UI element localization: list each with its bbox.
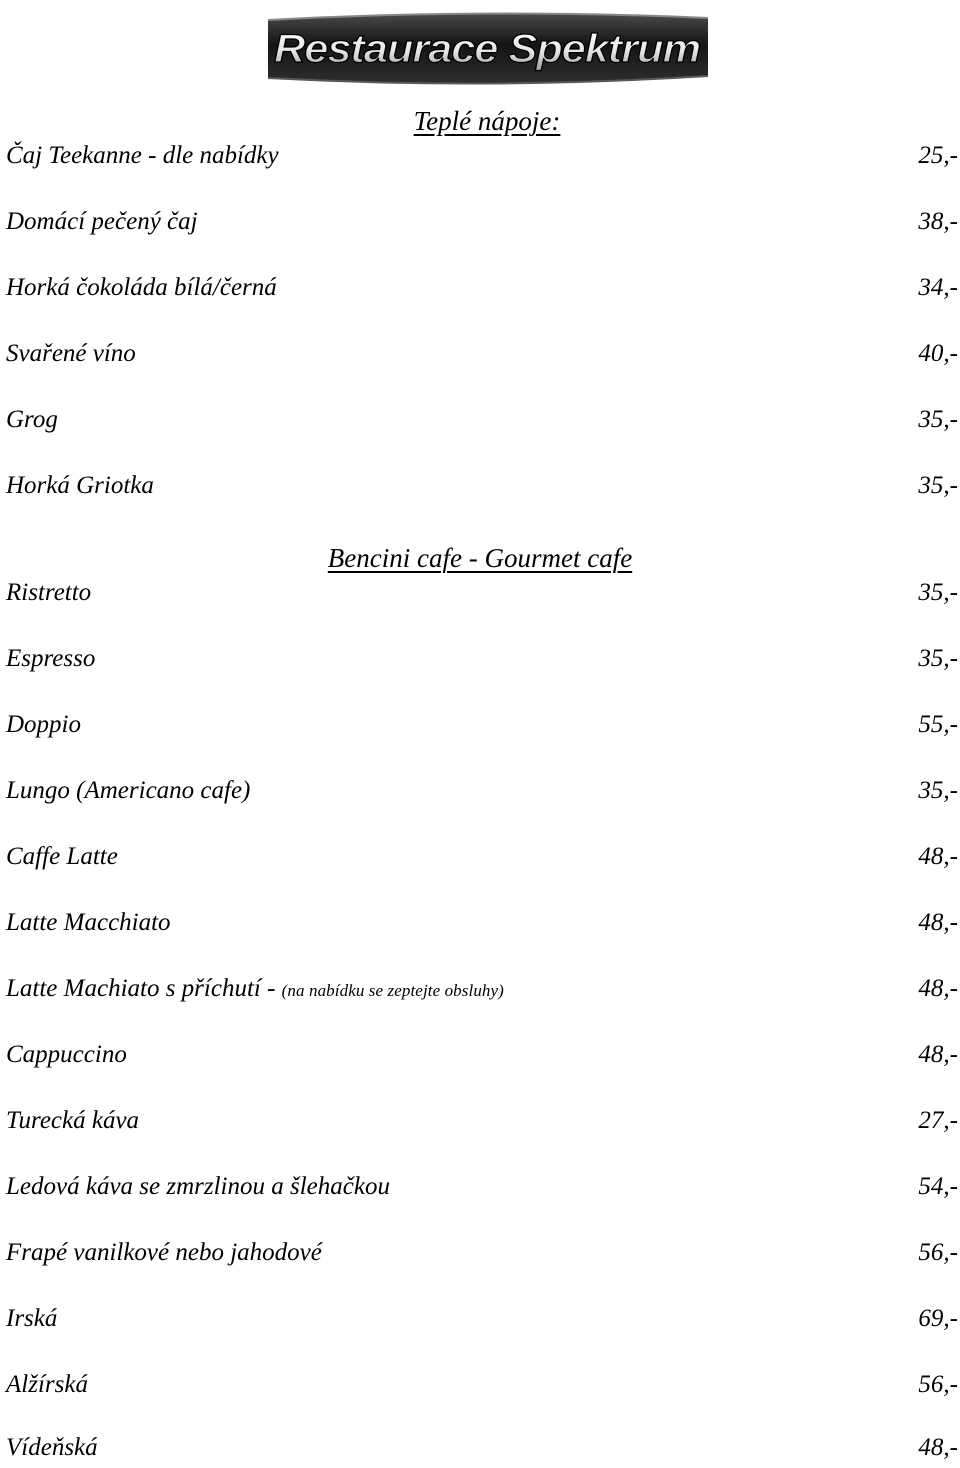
menu-item-price: 69,- xyxy=(918,1305,958,1332)
menu-item-price: 40,- xyxy=(918,340,958,367)
menu-item-name: Domácí pečený čaj xyxy=(6,208,198,235)
menu-item-price: 48,- xyxy=(918,909,958,936)
menu-item-name: Frapé vanilkové nebo jahodové xyxy=(6,1239,322,1266)
menu-item-name: Čaj Teekanne - dle nabídky xyxy=(6,142,279,169)
menu-item-name: Caffe Latte xyxy=(6,843,118,870)
menu-item-price: 35,- xyxy=(918,777,958,804)
menu-item-name: Horká čokoláda bílá/černá xyxy=(6,274,277,301)
menu-item-price: 38,- xyxy=(918,208,958,235)
menu-item xyxy=(6,1367,958,1403)
menu-item-name: Grog xyxy=(6,406,58,433)
menu-item xyxy=(6,641,958,677)
menu-item-price: 27,- xyxy=(918,1107,958,1134)
menu-item-price: 56,- xyxy=(918,1239,958,1266)
menu-item-name: Horká Griotka xyxy=(6,472,154,499)
menu-item xyxy=(6,575,958,611)
menu-item xyxy=(6,1169,958,1205)
menu-item xyxy=(6,1037,958,1073)
menu-item-price: 48,- xyxy=(918,1041,958,1068)
menu-item-price: 48,- xyxy=(918,1434,958,1461)
menu-item-name: Doppio xyxy=(6,711,81,738)
menu-item xyxy=(6,1235,958,1271)
menu-item xyxy=(6,1430,958,1466)
menu-item-price: 56,- xyxy=(918,1371,958,1398)
menu-item xyxy=(6,905,958,941)
menu-item-name: Irská xyxy=(6,1305,58,1332)
menu-item xyxy=(6,971,958,1007)
menu-item-price: 35,- xyxy=(918,579,958,606)
menu-item-price: 34,- xyxy=(918,274,958,301)
menu-item-price: 48,- xyxy=(918,843,958,870)
menu-item xyxy=(6,402,958,438)
logo-text: Restaurace Spektrum xyxy=(274,27,700,71)
menu-item-note: (na nabídku se zeptejte obsluhy) xyxy=(281,981,504,1000)
menu-item xyxy=(6,468,958,504)
menu-item xyxy=(6,1301,958,1337)
menu-item-name: Latte Machiato s příchutí - xyxy=(6,975,282,1002)
menu-item xyxy=(6,204,958,240)
menu-item xyxy=(6,138,958,174)
menu-item-name: Turecká káva xyxy=(6,1107,140,1134)
menu-item-name: Ledová káva se zmrzlinou a šlehačkou xyxy=(6,1173,390,1200)
menu-item-price: 54,- xyxy=(918,1173,958,1200)
section-title-coffee: Bencini cafe - Gourmet cafe xyxy=(327,543,633,573)
menu-item-name: Vídeňská xyxy=(6,1434,98,1461)
menu-item xyxy=(6,270,958,306)
menu-item-name: Espresso xyxy=(6,645,96,672)
menu-item-price: 35,- xyxy=(918,645,958,672)
menu-item-price: 55,- xyxy=(918,711,958,738)
menu-item-price: 25,- xyxy=(918,142,958,169)
menu-item-name-with-note xyxy=(6,971,504,1009)
menu-item-price: 35,- xyxy=(918,406,958,433)
menu-item-name: Latte Macchiato xyxy=(6,909,171,936)
menu-item-name: Svařené víno xyxy=(6,340,136,367)
menu-item-name: Cappuccino xyxy=(6,1041,127,1068)
section-title-hot-drinks: Teplé nápoje: xyxy=(413,106,561,136)
menu-item xyxy=(6,707,958,743)
menu-item-name: Lungo (Americano cafe) xyxy=(6,777,251,804)
menu-item xyxy=(6,336,958,372)
menu-item-name: Alžírská xyxy=(6,1371,88,1398)
menu-item xyxy=(6,839,958,875)
menu-item-price: 48,- xyxy=(918,975,958,1002)
menu-item xyxy=(6,773,958,809)
menu-item-name: Ristretto xyxy=(6,579,92,606)
menu-item xyxy=(6,1103,958,1139)
menu-item-price: 35,- xyxy=(918,472,958,499)
restaurant-logo xyxy=(262,8,712,90)
